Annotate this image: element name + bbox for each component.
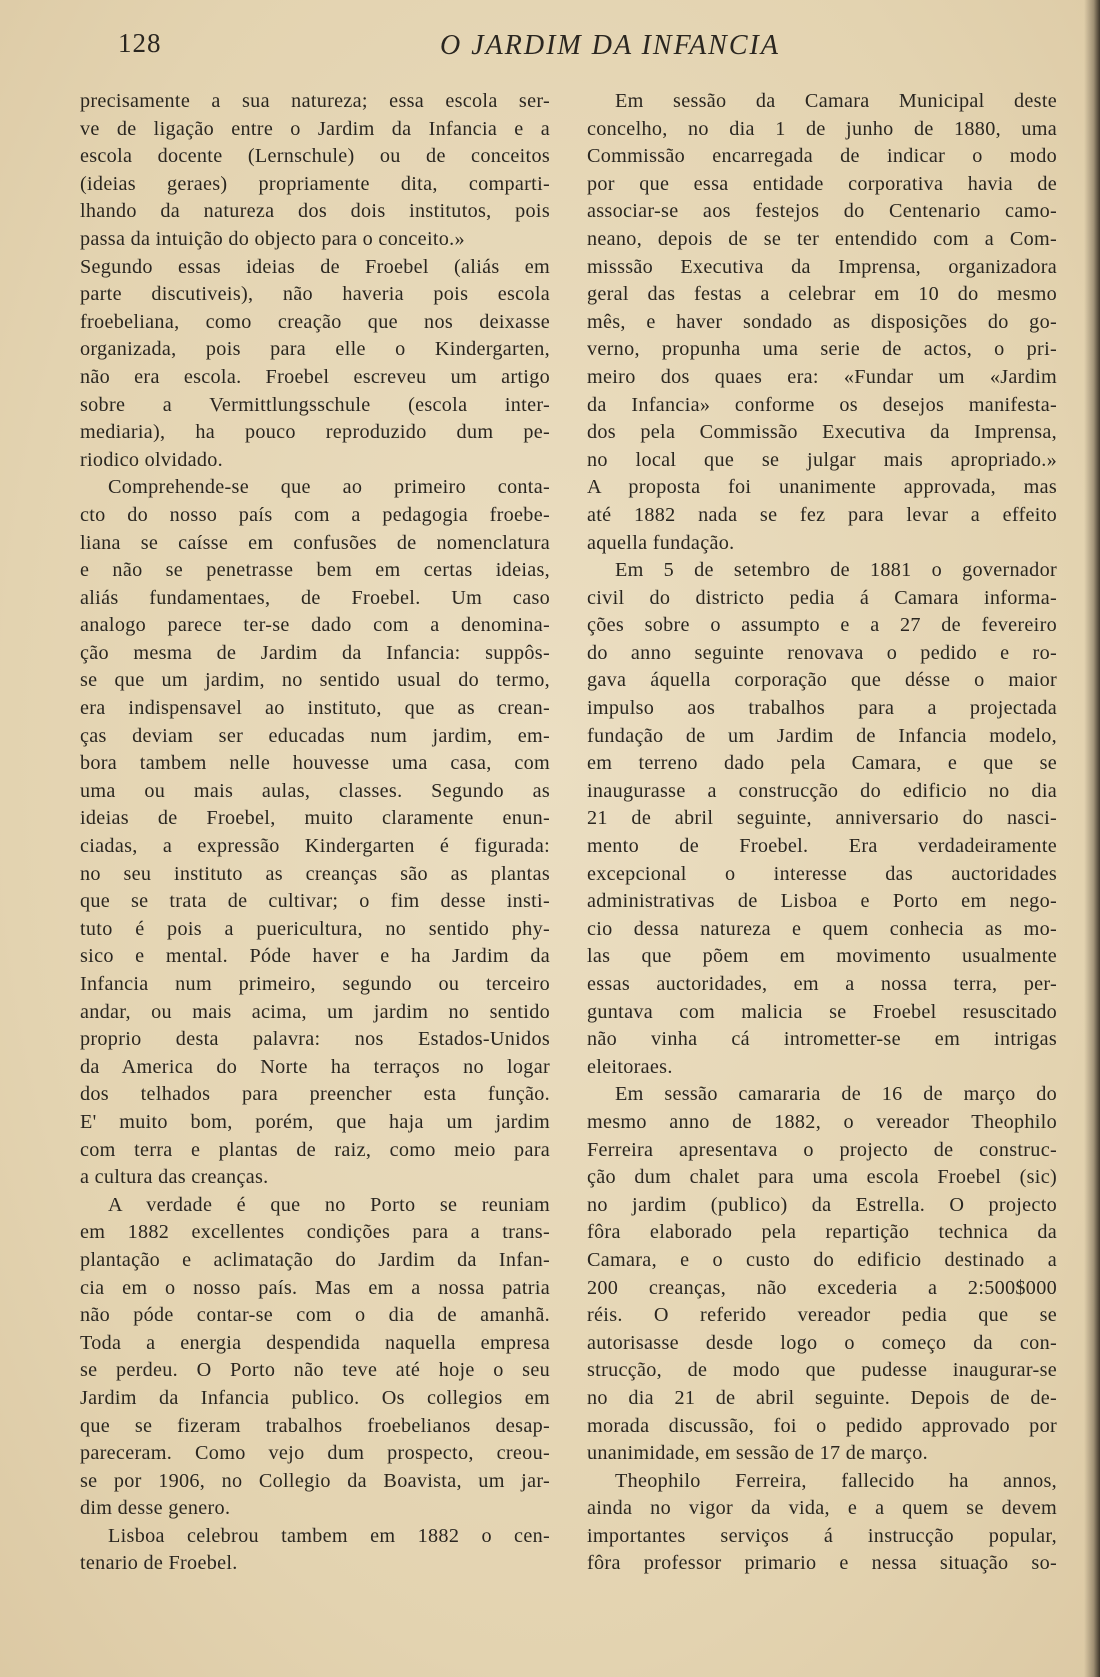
text-line: se perdeu. O Porto não teve até hoje o seu xyxy=(80,1359,550,1382)
text-line: pareceram. Como vejo dum prospecto, creou- xyxy=(80,1442,550,1465)
text-line: em 1882 excellentes condições para a trans- xyxy=(80,1221,550,1244)
text-line: no local que se julgar mais apropriado.» xyxy=(587,448,1057,471)
text-line: essas auctoridades, em a nossa terra, per- xyxy=(587,973,1057,995)
text-line: fundação de um Jardim de Infancia modelo, xyxy=(587,724,1057,747)
text-line: não era escola. Froebel escreveu um artigo xyxy=(80,365,550,388)
text-line: réis. O referido vereador pedia que se xyxy=(587,1304,1057,1327)
text-line: geral das festas a celebrar em 10 do mesmo xyxy=(587,283,1057,306)
left-text-column xyxy=(80,88,550,1578)
text-line: no dia 21 de abril seguinte. Depois de de- xyxy=(587,1386,1057,1409)
text-line: 200 creanças, não excederia a 2:500$000 xyxy=(587,1276,1057,1299)
text-line: escola docente (Lernschule) ou de conceitos xyxy=(80,145,550,168)
text-line: que se trata de cultivar; o fim desse insti- xyxy=(80,890,550,913)
text-line: do anno seguinte renovava o pedido e ro- xyxy=(587,641,1057,664)
text-line: tuto é pois a puericultura, no sentido phy- xyxy=(80,917,550,940)
text-line: riodico olvidado. xyxy=(80,448,224,471)
text-line: cto do nosso país com a pedagogia froebe- xyxy=(80,503,550,526)
text-line: Lisboa celebrou tambem em 1882 o cen- xyxy=(108,1524,550,1547)
text-line: Ferreira apresentava o projecto de construc- xyxy=(587,1138,1057,1161)
text-line: ainda no vigor da vida, e a quem se devem xyxy=(587,1497,1057,1520)
text-line: meiro dos quaes era: «Fundar um «Jardim xyxy=(587,365,1057,388)
text-line: Theophilo Ferreira, fallecido ha annos, xyxy=(615,1469,1057,1492)
text-line: E' muito bom, porém, que haja um jardim xyxy=(80,1110,550,1133)
text-line: A proposta foi unanimente approvada, mas xyxy=(587,476,1057,499)
text-line: Em sessão da Camara Municipal deste xyxy=(615,90,1057,112)
text-line: sobre a Vermittlungsschule (escola inter- xyxy=(80,393,550,416)
text-line: autorisasse desde logo o começo da con- xyxy=(587,1331,1057,1354)
text-line: mento de Froebel. Era verdadeiramente xyxy=(587,835,1057,858)
text-line: dos telhados para preencher esta função. xyxy=(80,1083,550,1106)
text-line: mesmo anno de 1882, o vereador Theophilo xyxy=(587,1110,1057,1133)
text-line: morada discussão, foi o pedido approvado por xyxy=(587,1414,1057,1437)
text-line: misssão Executiva da Imprensa, organizadora xyxy=(587,255,1057,278)
text-line: eleitoraes. xyxy=(587,1055,673,1078)
text-line: cia em o nosso país. Mas em a nossa patria xyxy=(80,1276,550,1299)
text-line: no seu instituto as creanças são as plantas xyxy=(80,862,550,885)
right-text-column xyxy=(587,88,1057,1578)
text-line: froebeliana, como creação que nos deixasse xyxy=(80,310,550,333)
text-line: passa da intuição do objecto para o conceito.» xyxy=(80,227,465,250)
text-line: sico e mental. Póde haver e ha Jardim da xyxy=(80,945,550,968)
text-line: precisamente a sua natureza; essa escola ser- xyxy=(80,90,550,112)
text-line: ções sobre o assumpto e a 27 de fevereiro xyxy=(587,614,1057,637)
text-line: excepcional o interesse das auctoridades xyxy=(587,862,1057,885)
text-line: não vinha cá intrometter-se em intrigas xyxy=(587,1028,1057,1051)
text-line: concelho, no dia 1 de junho de 1880, uma xyxy=(587,117,1057,140)
text-line: uma ou mais aulas, classes. Segundo as xyxy=(80,779,550,802)
text-line: não póde contar-se com o dia de amanhã. xyxy=(80,1304,550,1327)
page-number: 128 xyxy=(118,28,162,58)
text-line: importantes serviços á instrucção popular, xyxy=(587,1524,1057,1547)
text-line: ciadas, a expressão Kindergarten é figurada: xyxy=(80,835,550,858)
text-line: a cultura das creanças. xyxy=(80,1166,269,1189)
text-line: ças deviam ser educadas num jardim, em- xyxy=(80,724,550,747)
text-line: liana se caísse em confusões de nomenclatura xyxy=(80,531,550,554)
text-line: Infancia num primeiro, segundo ou terceiro xyxy=(80,973,550,995)
text-line: da America do Norte ha terraços no logar xyxy=(80,1055,550,1078)
text-line: strucção, de modo que pudesse inaugurar-se xyxy=(587,1359,1057,1382)
text-line: bora tambem nelle houvesse uma casa, com xyxy=(80,752,550,775)
text-line: se por 1906, no Collegio da Boavista, um jar- xyxy=(80,1469,550,1492)
text-line: que se fizeram trabalhos froebelianos desap- xyxy=(80,1414,550,1437)
text-line: até 1882 nada se fez para levar a effeito xyxy=(587,503,1057,526)
text-line: las que põem em movimento usualmente xyxy=(587,945,1057,968)
text-line: impulso aos trabalhos para a projectada xyxy=(587,697,1057,720)
text-line: Camara, e o custo do edificio destinado a xyxy=(587,1248,1057,1271)
text-line: ção dum chalet para uma escola Froebel (sic) xyxy=(587,1166,1057,1189)
text-line: em terreno dado pela Camara, e que se xyxy=(587,752,1057,775)
text-line: Em sessão camararia de 16 de março do xyxy=(615,1083,1057,1106)
text-line: andar, ou mais acima, um jardim no sentido xyxy=(80,1000,550,1023)
text-line: mediaria), ha pouco reproduzido dum pe- xyxy=(80,421,550,444)
text-line: aliás fundamentaes, de Froebel. Um caso xyxy=(80,586,550,609)
text-line: e não se penetrasse bem em certas ideias, xyxy=(80,559,550,582)
text-line: fôra elaborado pela repartição technica da xyxy=(587,1221,1057,1244)
text-line: analogo parece ter-se dado com a denomina- xyxy=(80,614,550,637)
text-line: ção mesma de Jardim da Infancia: suppôs- xyxy=(80,641,550,664)
text-line: unanimidade, em sessão de 17 de março. xyxy=(587,1442,929,1465)
text-line: 21 de abril seguinte, anniversario do nasci- xyxy=(587,807,1057,830)
text-line: tenario de Froebel. xyxy=(80,1552,238,1575)
page-spine-shadow xyxy=(1084,0,1100,1677)
text-line: civil do districto pedia á Camara informa- xyxy=(587,586,1057,609)
page-header xyxy=(60,28,1040,72)
text-line: aquella fundação. xyxy=(587,531,735,554)
text-line: gava áquella corporação que désse o maior xyxy=(587,669,1057,692)
text-line: ideias de Froebel, muito claramente enun- xyxy=(80,807,550,830)
text-line: proprio desta palavra: nos Estados-Unidos xyxy=(80,1028,550,1051)
text-line: parte discutiveis), não haveria pois escola xyxy=(80,283,550,306)
text-line: da Infancia» conforme os desejos manifesta- xyxy=(587,393,1057,416)
text-line: dos pela Commissão Executiva da Imprensa, xyxy=(587,421,1057,444)
text-line: organizada, pois para elle o Kindergarten, xyxy=(80,338,550,361)
text-line: era indispensavel ao instituto, que as crean- xyxy=(80,697,550,720)
text-line: inaugurasse a construcção do edificio no dia xyxy=(587,779,1057,802)
running-title: O JARDIM DA INFANCIA xyxy=(440,30,780,61)
text-line: Comprehende-se que ao primeiro conta- xyxy=(108,476,550,499)
text-line: fôra professor primario e nessa situação so- xyxy=(587,1552,1057,1575)
text-line: associar-se aos festejos do Centenario camo- xyxy=(587,200,1057,223)
text-line: neano, depois de se ter entendido com a Com- xyxy=(587,227,1057,250)
text-line: lhando da natureza dos dois institutos, pois xyxy=(80,200,550,223)
text-line: Em 5 de setembro de 1881 o governador xyxy=(615,559,1057,582)
text-line: Toda a energia despendida naquella empresa xyxy=(80,1331,550,1354)
text-line: A verdade é que no Porto se reuniam xyxy=(108,1193,550,1216)
text-line: no jardim (publico) da Estrella. O projecto xyxy=(587,1193,1057,1216)
text-line: administrativas de Lisboa e Porto em nego- xyxy=(587,890,1057,913)
text-line: guntava com malicia se Froebel resuscitado xyxy=(587,1000,1057,1023)
text-line: plantação e aclimatação do Jardim da Infan- xyxy=(80,1248,550,1271)
text-line: Segundo essas ideias de Froebel (aliás em xyxy=(80,255,550,278)
text-line: Commissão encarregada de indicar o modo xyxy=(587,145,1057,168)
text-line: (ideias geraes) propriamente dita, comparti- xyxy=(80,172,550,195)
text-line: com terra e plantas de raiz, como meio para xyxy=(80,1138,550,1161)
text-line: ve de ligação entre o Jardim da Infancia e a xyxy=(80,117,550,140)
text-line: cio dessa natureza e quem conhecia as mo- xyxy=(587,917,1057,940)
text-line: mês, e haver sondado as disposições do go- xyxy=(587,310,1057,333)
text-line: por que essa entidade corporativa havia de xyxy=(587,172,1057,195)
text-line: Jardim da Infancia publico. Os collegios em xyxy=(80,1386,550,1409)
text-line: se que um jardim, no sentido usual do termo, xyxy=(80,669,550,692)
text-line: dim desse genero. xyxy=(80,1497,231,1520)
text-line: verno, propunha uma serie de actos, o pri- xyxy=(587,338,1057,361)
